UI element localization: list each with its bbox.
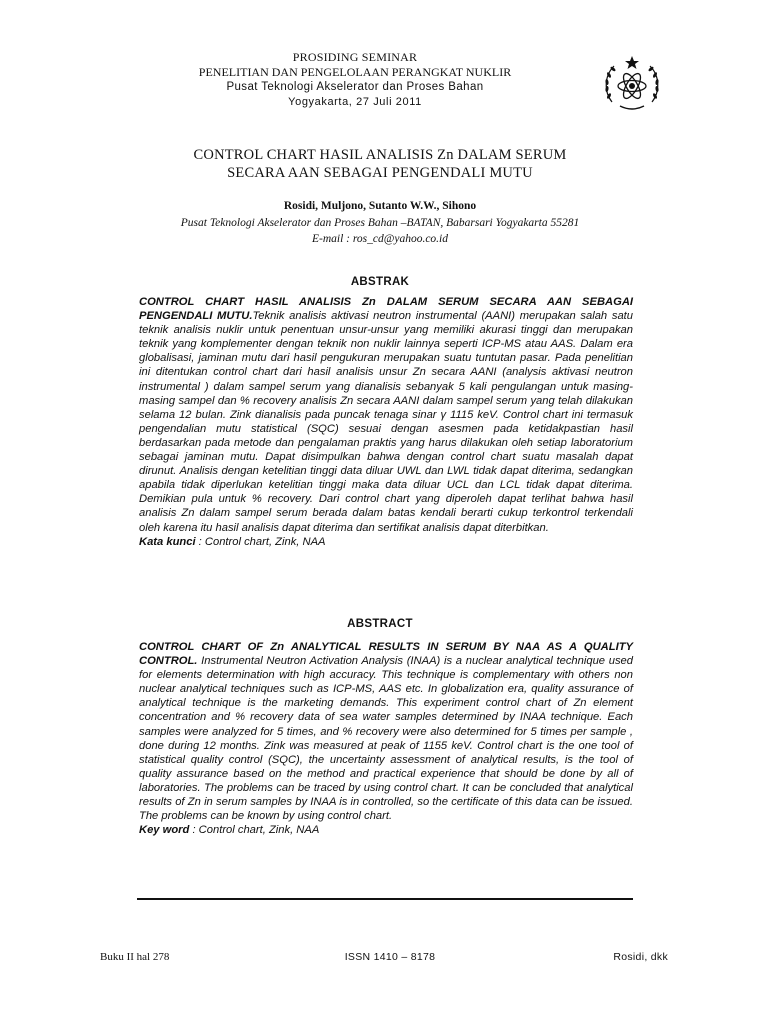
- section-divider: [137, 898, 633, 900]
- abstract-heading: ABSTRACT: [347, 618, 413, 630]
- paper-email: E-mail : ros_cd@yahoo.co.id: [312, 233, 448, 245]
- batan-atom-seal-icon: [600, 52, 664, 116]
- abstrak-keywords: [139, 535, 633, 549]
- abstrak-lead: CONTROL CHART HASIL ANALISIS Zn DALAM SERUM SECARA AAN SEBAGAI PENGENDALI MUTU.: [139, 296, 633, 323]
- footer-author: Rosidi, dkk: [613, 951, 668, 963]
- paper-authors: Rosidi, Muljono, Sutanto W.W., Sihono: [283, 200, 477, 212]
- header-line-2: PENELITIAN DAN PENGELOLAAN PERANGKAT NUKLIR: [198, 65, 512, 79]
- abstract-body-block: [139, 640, 633, 837]
- abstract-keywords-value: : Control chart, Zink, NAA: [189, 824, 320, 837]
- abstrak-keywords-label: Kata kunci: [139, 535, 196, 548]
- paper-title: [90, 146, 670, 182]
- abstract-body: Instrumental Neutron Activation Analysis (INAA) is a nuclear analytical technique used for elements determination with high accuracy. This technique is complementary with others non nuclear analytical techniques such as ICP-MS, AAS etc. In globalization era, quality assurance of analytical technique is the marketing demands. This experiment control chart of Zn element concentration and % recovery data of sea water samples determined by INAA technique. Each samples were analyzed for 5 times, and % recovery were also determined for 5 times per sample , done during 12 months. Zink was measured at peak of 1155 keV. Control chart is the one tool of statistical quality control (SQC), the uncertainty assessment of analytical results, is the tool of quality assurance based on the method and practical experience that should be done by all of laboratories. The problems can be traced by using control chart. It can be concluded that analytical results of Zn in serum samples by INAA is in controlled, so the certificate of this data can be issued. The problems can be known by using control chart.: [139, 655, 633, 823]
- header-line-1: PROSIDING SEMINAR: [292, 50, 418, 64]
- abstrak-heading: ABSTRAK: [350, 276, 410, 288]
- abstrak-body: Teknik analisis aktivasi neutron instrumental (AANI) merupakan salah satu teknik analisis nuklir untuk penentuan unsur-unsur yang memiliki akurasi tinggi dan merupakan teknik yang komplementer dengan teknik non nuklir lainnya seperti ICP-MS atau AAS. Dalam era globalisasi, jaminan mutu dari hasil pengukuran merupakan suatu tuntutan pasar. Pada penelitian ini ditentukan control chart dari hasil analisis unsur Zn secara AANI (analysis aktivasi neutron instrumental ) dalam sampel serum yang dianalisis sebanyak 5 kali pengulangan untuk masing-masing sampel dan % recovery analisis Zn secara AANI dalam sampel serum yang telah dilakukan selama 12 bulan. Zink dianalisis pada puncak tenaga sinar γ 1115 keV. Control chart ini termasuk pengendalian mutu statistical (SQC) sesuai dengan asesmen pada ketidakpastian hasil berdasarkan pada metode dan pengalaman praktis yang harus dilakukan oleh setiap laboratorium sebagai jaminan mutu. Dapat disimpulkan bahwa dengan control chart suatu masalah dapat dirunut. Analisis dengan ketelitian tinggi data diluar UWL dan LWL tidak dapat diterima, sedangkan apabila tidak diperlukan ketelitian tinggi maka data diluar UCL dan LCL tidak dapat diterima. Demikian pula untuk % recovery. Dari control chart yang diperoleh dapat terlihat bahwa hasil analisis Zn dalam sampel serum berada dalam batas kendali berarti cukup terkontrol terkendali oleh karena itu hasil analisis dapat diterima dan sertifikat analisis dapat diterbitkan.: [139, 310, 633, 534]
- paper-title-line-2: SECARA AAN SEBAGAI PENGENDALI MUTU: [227, 165, 533, 181]
- abstrak-keywords-value: : Control chart, Zink, NAA: [195, 535, 326, 548]
- footer-issn: ISSN 1410 – 8178: [344, 951, 436, 963]
- paper-title-line-1: CONTROL CHART HASIL ANALISIS Zn DALAM SERUM: [193, 147, 567, 163]
- abstrak-body-block: [139, 295, 633, 549]
- header-line-4: Yogyakarta, 27 Juli 2011: [288, 96, 422, 108]
- page-footer: [0, 951, 768, 967]
- abstract-lead: CONTROL CHART OF Zn ANALYTICAL RESULTS IN SERUM BY NAA AS A QUALITY CONTROL.: [139, 641, 633, 668]
- header-line-3: Pusat Teknologi Akselerator dan Proses Bahan: [226, 81, 484, 93]
- proceedings-header: [150, 50, 560, 110]
- footer-page-ref: Buku II hal 278: [100, 951, 170, 963]
- paper-affiliation: Pusat Teknologi Akselerator dan Proses Bahan –BATAN, Babarsari Yogyakarta 55281: [180, 217, 580, 229]
- abstract-keywords: [139, 823, 633, 837]
- abstract-keywords-label: Key word: [139, 824, 190, 837]
